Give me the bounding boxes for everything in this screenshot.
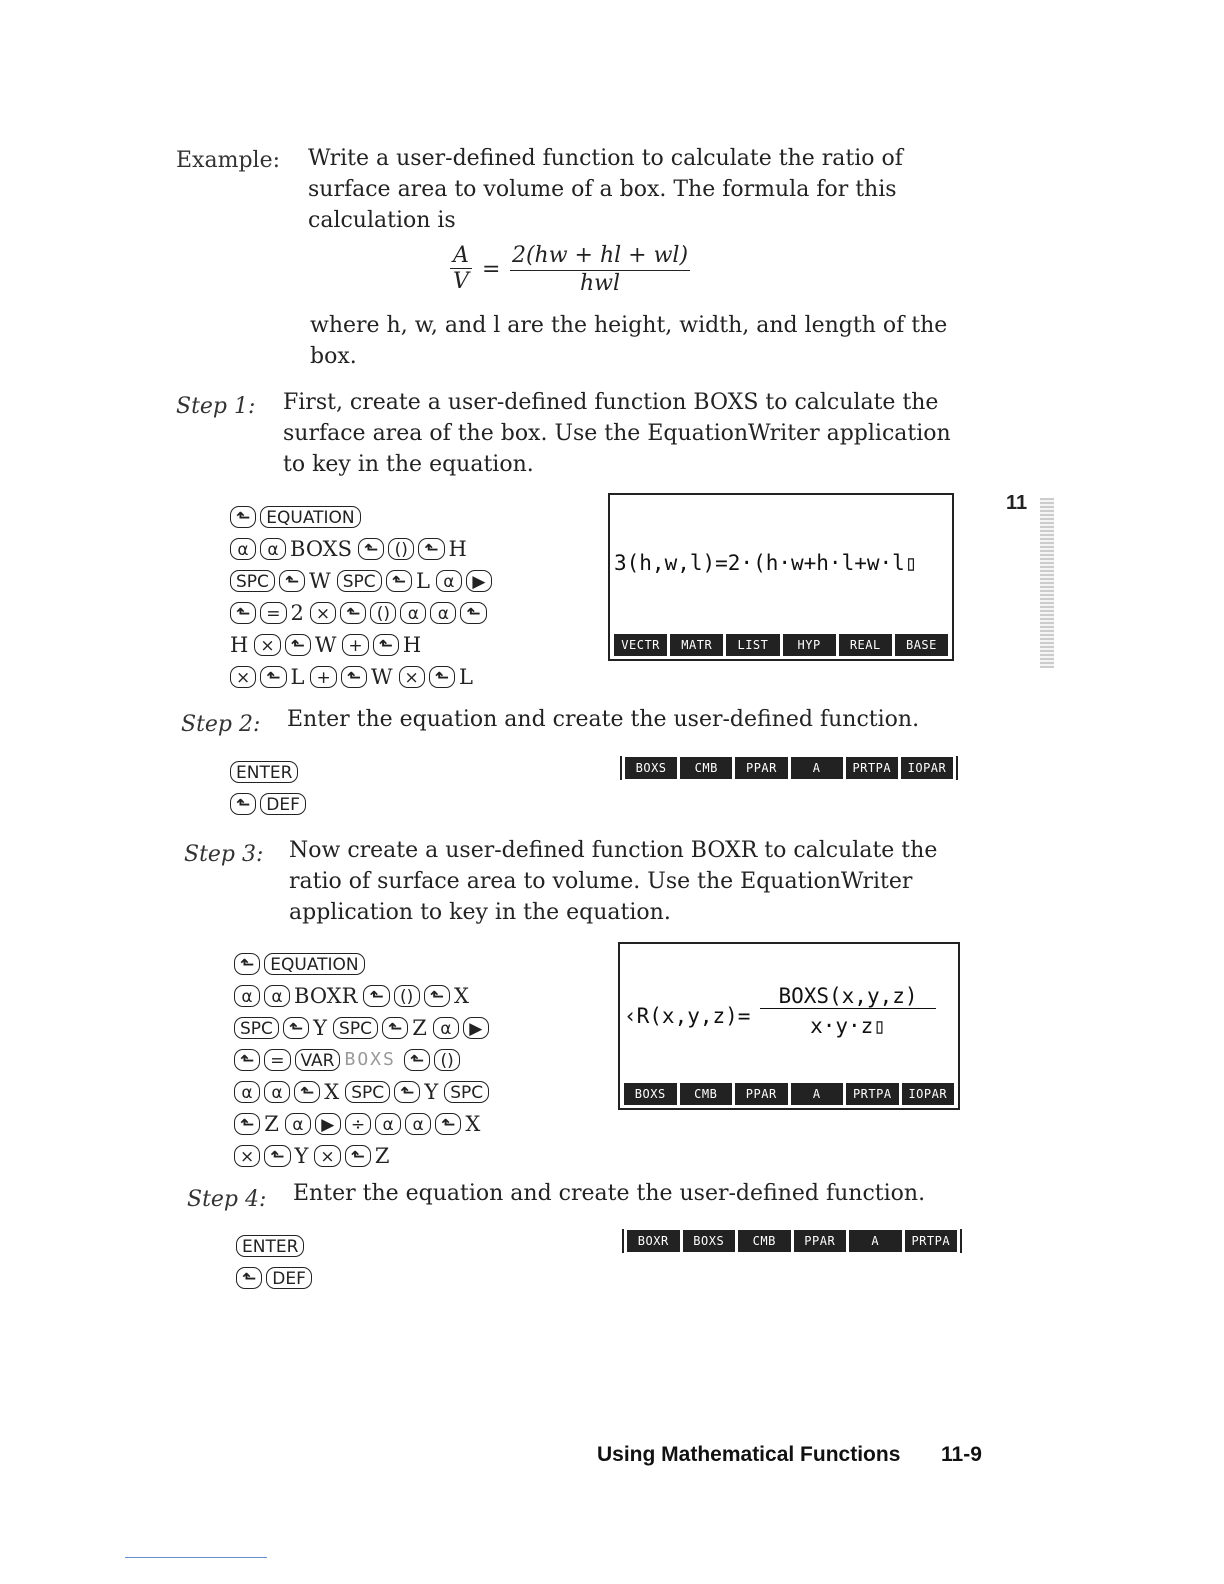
menu-key: PRTPA: [846, 757, 898, 779]
step1-keystrokes: [230, 500, 496, 692]
screen-lhs: ‹R(x,y,z)=: [624, 1004, 751, 1028]
left-shift-key: ⬑: [358, 538, 384, 560]
formula-rhs: [510, 243, 690, 296]
times-key: ×: [230, 666, 256, 688]
text-line: application to key in the equation.: [289, 900, 671, 925]
key-letter: Y: [294, 1143, 309, 1168]
menu-key: CMB: [680, 757, 732, 779]
alpha-key: α: [264, 1081, 290, 1103]
key-letter: X: [453, 983, 469, 1008]
formula-rhs-den: hwl: [579, 271, 621, 296]
key-row: [230, 660, 496, 692]
menu-key: VECTR: [614, 634, 667, 656]
left-shift-key: ⬑: [345, 1145, 371, 1167]
key-row: [230, 628, 496, 660]
left-shift-key: ⬑: [260, 666, 286, 688]
key-letter: 2: [290, 600, 304, 625]
left-shift-key: ⬑: [279, 570, 305, 592]
footer-page-number: 11-9: [941, 1443, 982, 1466]
times-key: ×: [234, 1145, 260, 1167]
text-line: Enter the equation and create the user-defined function.: [287, 707, 920, 732]
step3-label: Step 3:: [184, 842, 264, 867]
menu-key: A: [849, 1230, 902, 1252]
times-key: ×: [314, 1145, 340, 1167]
left-shift-key: ⬑: [230, 602, 256, 624]
step2-text: [287, 704, 919, 735]
text-line: calculation is: [308, 208, 456, 233]
step2-label: Step 2:: [181, 712, 261, 737]
paren-key: (): [394, 985, 420, 1007]
screen-numerator: BOXS(x,y,z): [760, 984, 936, 1009]
key-row: [234, 979, 493, 1011]
text-line: surface area of the box. Use the EquationWriter application: [283, 421, 951, 446]
left-shift-key: ⬑: [230, 506, 256, 528]
enter-key: ENTER: [236, 1235, 304, 1257]
text-line: ratio of surface area to volume. Use the EquationWriter: [289, 869, 913, 894]
key-letter: H: [402, 632, 422, 657]
step4-text: [293, 1178, 925, 1209]
key-letter: Y: [424, 1079, 439, 1104]
key-letter: W: [370, 664, 393, 689]
menu-key: CMB: [738, 1230, 791, 1252]
key-letters: BOXR: [294, 983, 358, 1008]
menu-key: CMB: [680, 1083, 733, 1105]
alpha-key: α: [400, 602, 426, 624]
step4-keystrokes: [236, 1229, 316, 1293]
step1-text: [283, 387, 951, 480]
key-row: [230, 755, 310, 787]
alpha-key: α: [264, 985, 290, 1007]
alpha-key: α: [234, 1081, 260, 1103]
def-key: DEF: [266, 1267, 312, 1289]
alpha-key: α: [230, 538, 256, 560]
alpha-key: α: [234, 985, 260, 1007]
left-shift-key: ⬑: [294, 1081, 320, 1103]
left-shift-key: ⬑: [363, 985, 389, 1007]
left-shift-key: ⬑: [283, 1017, 309, 1039]
menu-key: IOPAR: [902, 1083, 955, 1105]
def-key: DEF: [260, 793, 306, 815]
left-shift-key: ⬑: [236, 1267, 262, 1289]
alpha-key: α: [285, 1113, 311, 1135]
example-label: Example:: [176, 148, 280, 173]
text-line: Enter the equation and create the user-defined function.: [293, 1181, 926, 1206]
spc-key: SPC: [333, 1017, 378, 1039]
key-letter: W: [314, 632, 337, 657]
calculator-screen-1: [608, 493, 954, 661]
chapter-tab: [1040, 498, 1054, 668]
left-shift-key: ⬑: [234, 953, 260, 975]
key-row: [234, 1107, 493, 1139]
step3-text: [289, 835, 937, 928]
key-row: [234, 947, 493, 979]
key-row: [234, 1043, 493, 1075]
key-row: [234, 1139, 493, 1171]
key-letter: Z: [374, 1143, 390, 1168]
menu-bar: [624, 1083, 954, 1105]
menu-key: PPAR: [735, 1083, 788, 1105]
where-text: [310, 310, 947, 372]
alpha-key: α: [260, 538, 286, 560]
text-line: Write a user-defined function to calculate the ratio of: [308, 146, 903, 171]
alpha-key: α: [436, 570, 462, 592]
left-shift-key: ⬑: [435, 1113, 461, 1135]
spc-key: SPC: [337, 570, 382, 592]
key-row: [230, 596, 496, 628]
menu-key: LIST: [726, 634, 779, 656]
plus-key: +: [342, 634, 368, 656]
text-line: First, create a user-defined function BOXS to calculate the: [283, 390, 939, 415]
left-shift-key: ⬑: [264, 1145, 290, 1167]
footer-title: Using Mathematical Functions: [597, 1443, 901, 1466]
text-line: box.: [310, 344, 357, 369]
text-line: where h, w, and l are the height, width, and length of the: [310, 313, 948, 338]
divide-key: ÷: [345, 1113, 371, 1135]
spc-key: SPC: [345, 1081, 390, 1103]
key-row: [236, 1261, 316, 1293]
var-key: VAR: [295, 1049, 341, 1071]
menu-key: MATR: [670, 634, 723, 656]
formula-rhs-num: 2(hw + hl + wl): [510, 243, 690, 271]
formula-eq: =: [482, 257, 501, 282]
left-shift-key: ⬑: [382, 1017, 408, 1039]
calculator-screen-3: [618, 942, 960, 1110]
times-key: ×: [310, 602, 336, 624]
key-row: [230, 500, 496, 532]
left-shift-key: ⬑: [285, 634, 311, 656]
paren-key: (): [370, 602, 396, 624]
menu-key: HYP: [783, 634, 836, 656]
left-shift-key: ⬑: [230, 793, 256, 815]
left-shift-key: ⬑: [341, 666, 367, 688]
key-letter: X: [324, 1079, 340, 1104]
formula-lhs-num: A: [450, 243, 472, 269]
menu-key: BASE: [895, 634, 948, 656]
menu-key: BOXS: [624, 1083, 677, 1105]
key-letter: Y: [313, 1015, 328, 1040]
key-letter: W: [309, 568, 331, 593]
alpha-key: α: [375, 1113, 401, 1135]
spc-key: SPC: [444, 1081, 489, 1103]
equation-key: EQUATION: [260, 506, 360, 528]
key-row: [234, 1011, 493, 1043]
left-shift-key: ⬑: [394, 1081, 420, 1103]
left-shift-key: ⬑: [429, 666, 455, 688]
menu-key: PRTPA: [846, 1083, 899, 1105]
chapter-number: 11: [1006, 492, 1028, 514]
left-shift-key: ⬑: [460, 602, 486, 624]
step3-keystrokes: [234, 947, 493, 1171]
key-row: [234, 1075, 493, 1107]
key-letter: Z: [412, 1015, 427, 1040]
spc-key: SPC: [230, 570, 275, 592]
key-row: [236, 1229, 316, 1261]
key-letter: X: [465, 1111, 481, 1136]
key-letter: Z: [264, 1111, 279, 1136]
key-letters: BOXS: [290, 536, 353, 561]
alpha-key: α: [433, 1017, 459, 1039]
equation-key: EQUATION: [264, 953, 364, 975]
step1-label: Step 1:: [176, 394, 256, 419]
times-key: ×: [399, 666, 425, 688]
menu-key: PPAR: [735, 757, 787, 779]
menu-key: BOXS: [625, 757, 677, 779]
alpha-key: α: [430, 602, 456, 624]
left-shift-key: ⬑: [386, 570, 412, 592]
text-line: to key in the equation.: [283, 452, 534, 477]
menu-key: A: [791, 757, 843, 779]
boxs-softkey: BOXS: [344, 1048, 396, 1070]
key-row: [230, 564, 496, 596]
screen-denominator: x·y·z▯: [810, 1014, 886, 1038]
screen-equation: 3(h,w,l)=2·(h·w+h·l+w·l▯: [614, 551, 918, 575]
spc-key: SPC: [234, 1017, 279, 1039]
right-arrow-key: ▶: [466, 570, 492, 592]
key-row: [230, 532, 496, 564]
step4-label: Step 4:: [187, 1187, 267, 1212]
right-arrow-key: ▶: [463, 1017, 489, 1039]
times-key: ×: [254, 634, 280, 656]
footer-rule: [125, 1557, 267, 1558]
key-row: [230, 787, 310, 819]
key-letter: L: [459, 664, 473, 689]
right-arrow-key: ▶: [315, 1113, 341, 1135]
text-line: Now create a user-defined function BOXR to calculate the: [289, 838, 938, 863]
menu-strip-2: [620, 756, 958, 780]
left-shift-key: ⬑: [234, 1049, 260, 1071]
menu-bar: [625, 757, 953, 779]
formula-lhs: [450, 243, 472, 294]
menu-key: PPAR: [794, 1230, 847, 1252]
plus-key: +: [310, 666, 336, 688]
left-shift-key: ⬑: [404, 1049, 430, 1071]
step2-keystrokes: [230, 755, 310, 819]
menu-key: A: [791, 1083, 844, 1105]
equals-key: =: [264, 1049, 290, 1071]
formula-lhs-den: V: [453, 269, 469, 294]
menu-bar: [614, 634, 948, 656]
text-line: surface area to volume of a box. The formula for this: [308, 177, 897, 202]
key-letter: L: [290, 664, 305, 689]
left-shift-key: ⬑: [340, 602, 366, 624]
menu-key: IOPAR: [901, 757, 953, 779]
menu-bar: [627, 1230, 957, 1252]
left-shift-key: ⬑: [234, 1113, 260, 1135]
menu-key: PRTPA: [905, 1230, 958, 1252]
enter-key: ENTER: [230, 761, 298, 783]
key-letter: L: [415, 568, 430, 593]
key-letter: H: [230, 632, 249, 657]
paren-key: (): [434, 1049, 460, 1071]
equals-key: =: [260, 602, 286, 624]
menu-key: REAL: [839, 634, 892, 656]
left-shift-key: ⬑: [418, 538, 444, 560]
key-letter: H: [448, 536, 467, 561]
menu-strip-4: [622, 1229, 962, 1253]
alpha-key: α: [405, 1113, 431, 1135]
example-text: [308, 143, 903, 236]
left-shift-key: ⬑: [424, 985, 450, 1007]
menu-key: BOXR: [627, 1230, 680, 1252]
paren-key: (): [388, 538, 414, 560]
left-shift-key: ⬑: [373, 634, 399, 656]
menu-key: BOXS: [683, 1230, 736, 1252]
